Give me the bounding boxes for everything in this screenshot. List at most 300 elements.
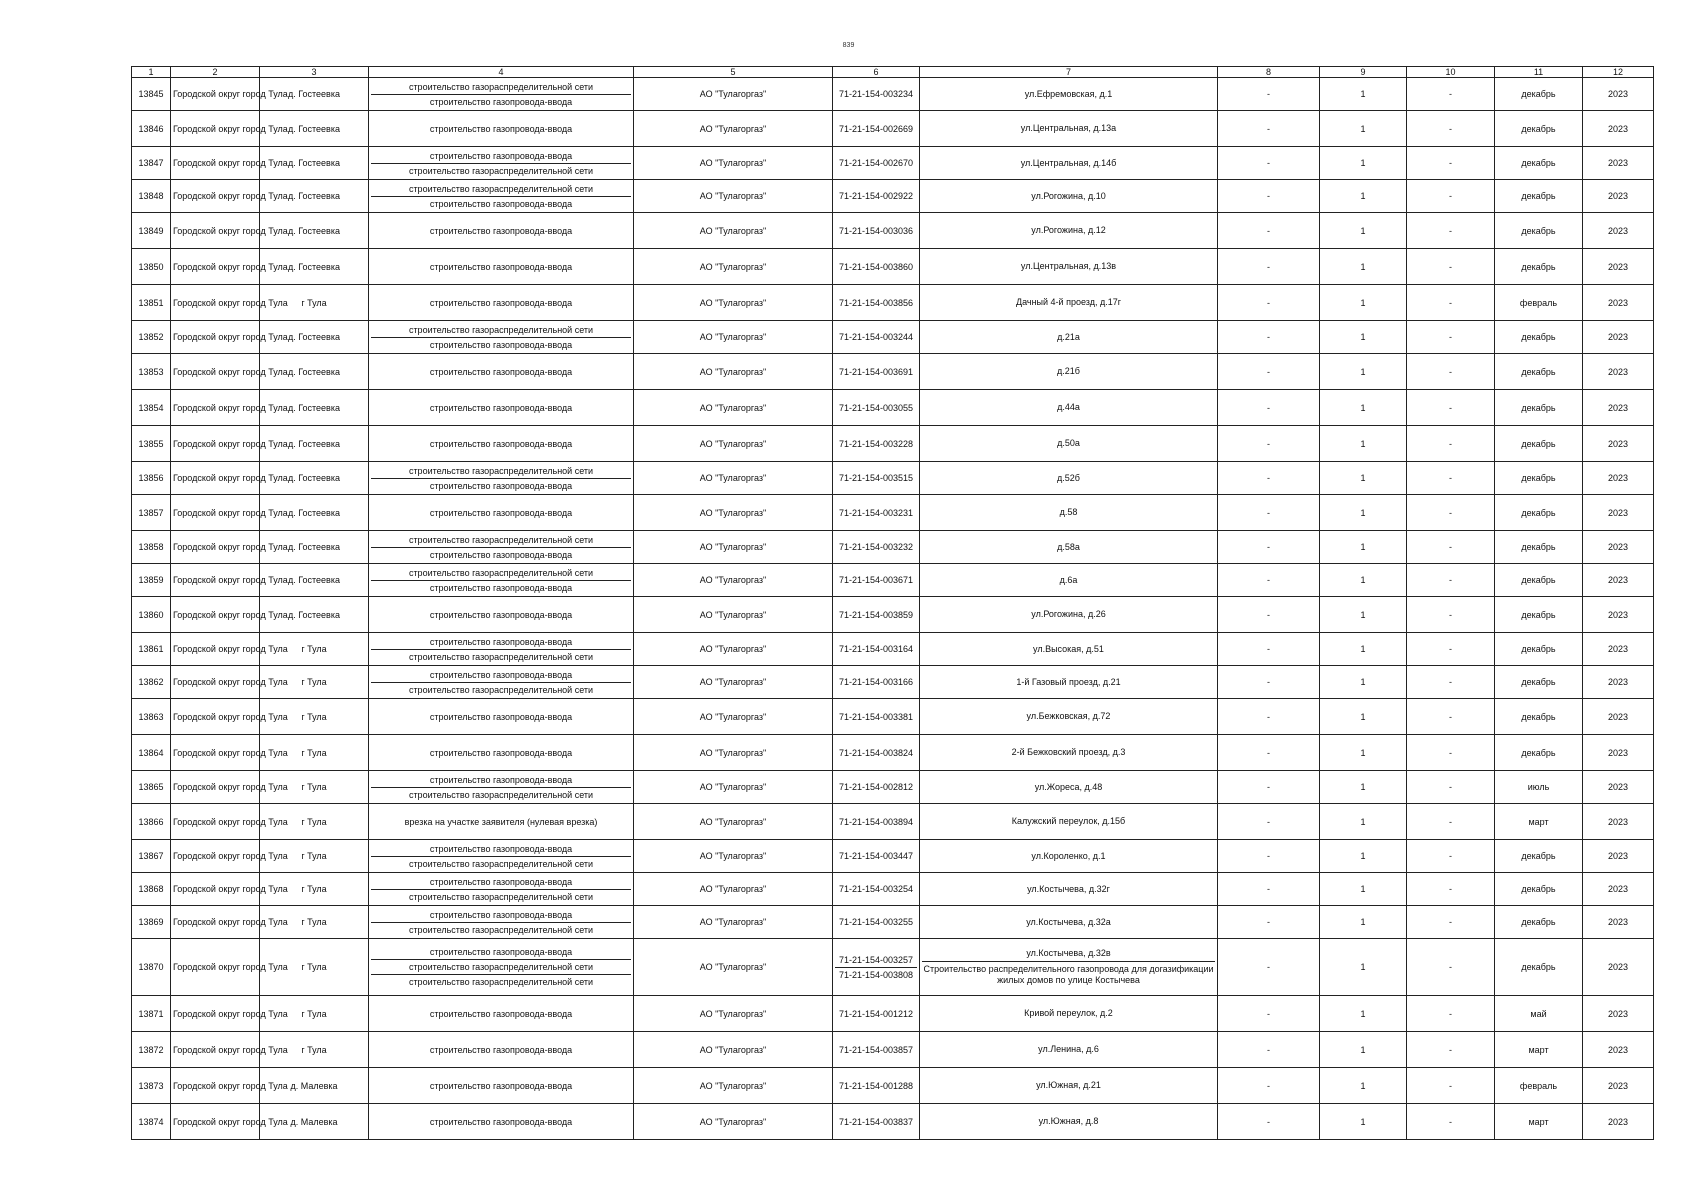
- works-cell: [369, 180, 634, 213]
- works-cell: [369, 321, 634, 354]
- work-item: строительство газопровода-ввода: [429, 1116, 573, 1127]
- code-item: 71-21-154-001212: [838, 1008, 914, 1019]
- address-item: ул.Южная, д.21: [1036, 1080, 1101, 1090]
- address-cell: [920, 462, 1218, 495]
- work-item: строительство газораспределительной сети: [371, 856, 631, 871]
- address-cell: [920, 495, 1218, 531]
- code-item: 71-21-154-003824: [838, 747, 914, 758]
- code-item: 71-21-154-003255: [838, 917, 914, 927]
- address-item: 2-й Бежковский проезд, д.3: [1011, 747, 1126, 757]
- organization-cell: АО "Тулагоргаз": [634, 354, 833, 390]
- header-row: [132, 67, 1654, 78]
- address-cell: [920, 1068, 1218, 1104]
- address-item: ул.Жореса, д.48: [1034, 781, 1103, 792]
- works-cell: [369, 285, 634, 321]
- table-row: [132, 804, 1654, 840]
- address-item: д.44а: [1057, 402, 1080, 412]
- code-cell: [833, 321, 920, 354]
- organization-cell: АО "Тулагоргаз": [634, 285, 833, 321]
- address-cell: [920, 840, 1218, 873]
- table-row: [132, 180, 1654, 213]
- table-row: [132, 147, 1654, 180]
- code-cell: [833, 495, 920, 531]
- work-item: строительство газораспределительной сети: [408, 567, 594, 578]
- col10-cell: -: [1407, 321, 1495, 354]
- year-cell: 2023: [1583, 633, 1654, 666]
- address-cell: [920, 996, 1218, 1032]
- col-header: 7: [920, 67, 1218, 78]
- code-item: 71-21-154-003671: [838, 575, 914, 585]
- organization-cell: АО "Тулагоргаз": [634, 495, 833, 531]
- row-number: 13852: [132, 321, 171, 354]
- col8-cell: -: [1218, 873, 1320, 906]
- row-number: 13855: [132, 426, 171, 462]
- work-item: строительство газопровода-ввода: [429, 876, 573, 887]
- row-number: 13863: [132, 699, 171, 735]
- code-item: 71-21-154-003691: [838, 366, 914, 377]
- address-cell: [920, 78, 1218, 111]
- address-item: ул.Высокая, д.51: [1033, 643, 1104, 654]
- works-cell: [369, 462, 634, 495]
- code-item: 71-21-154-003894: [838, 816, 914, 827]
- col9-cell: 1: [1320, 735, 1407, 771]
- code-cell: [833, 1032, 920, 1068]
- table-row: [132, 213, 1654, 249]
- table-row: [132, 840, 1654, 873]
- col10-cell: -: [1407, 180, 1495, 213]
- row-number: 13868: [132, 873, 171, 906]
- organization-cell: АО "Тулагоргаз": [634, 78, 833, 111]
- year-cell: 2023: [1583, 996, 1654, 1032]
- year-cell: 2023: [1583, 213, 1654, 249]
- code-cell: [833, 249, 920, 285]
- col9-cell: 1: [1320, 771, 1407, 804]
- works-cell: [369, 426, 634, 462]
- settlement-cell: г Тула: [260, 873, 369, 906]
- work-item: строительство газораспределительной сети: [408, 183, 594, 194]
- col-header: 8: [1218, 67, 1320, 78]
- code-cell: [833, 699, 920, 735]
- code-cell: [833, 111, 920, 147]
- code-cell: [833, 354, 920, 390]
- col-header: 9: [1320, 67, 1407, 78]
- settlement-cell: г Тула: [260, 633, 369, 666]
- col9-cell: 1: [1320, 804, 1407, 840]
- work-item: врезка на участке заявителя (нулевая врезка): [404, 816, 598, 827]
- settlement-cell: г Тула: [260, 285, 369, 321]
- address-cell: [920, 426, 1218, 462]
- organization-cell: АО "Тулагоргаз": [634, 111, 833, 147]
- organization-cell: АО "Тулагоргаз": [634, 804, 833, 840]
- work-item: строительство газопровода-ввода: [429, 225, 573, 236]
- code-item: 71-21-154-003166: [838, 677, 914, 687]
- month-cell: декабрь: [1495, 633, 1583, 666]
- settlement-cell: г Тула: [260, 996, 369, 1032]
- col8-cell: -: [1218, 771, 1320, 804]
- row-number: 13861: [132, 633, 171, 666]
- col8-cell: -: [1218, 426, 1320, 462]
- district-cell: Городской округ город Тула: [171, 666, 260, 699]
- col9-cell: 1: [1320, 564, 1407, 597]
- col-header: 5: [634, 67, 833, 78]
- work-item: строительство газопровода-ввода: [429, 669, 573, 680]
- table-row: [132, 495, 1654, 531]
- address-item: Кривой переулок, д.2: [1024, 1008, 1113, 1018]
- settlement-cell: г Тула: [260, 840, 369, 873]
- address-cell: [920, 354, 1218, 390]
- table-row: [132, 666, 1654, 699]
- col9-cell: 1: [1320, 840, 1407, 873]
- settlement-cell: д. Гостеевка: [260, 213, 369, 249]
- work-item: строительство газораспределительной сети: [371, 682, 631, 697]
- code-item: 71-21-154-003381: [838, 711, 914, 722]
- col9-cell: 1: [1320, 597, 1407, 633]
- work-item: строительство газораспределительной сети: [408, 465, 594, 476]
- works-cell: [369, 213, 634, 249]
- settlement-cell: д. Гостеевка: [260, 180, 369, 213]
- page-number: 839: [842, 42, 855, 49]
- col10-cell: -: [1407, 735, 1495, 771]
- organization-cell: АО "Тулагоргаз": [634, 1068, 833, 1104]
- organization-cell: АО "Тулагоргаз": [634, 426, 833, 462]
- year-cell: 2023: [1583, 840, 1654, 873]
- work-item: строительство газопровода-ввода: [371, 337, 631, 352]
- work-item: строительство газопровода-ввода: [371, 196, 631, 211]
- address-item: д.21а: [1057, 331, 1080, 342]
- col10-cell: -: [1407, 78, 1495, 111]
- table-row: [132, 462, 1654, 495]
- month-cell: декабрь: [1495, 840, 1583, 873]
- code-cell: [833, 1068, 920, 1104]
- work-item: строительство газораспределительной сети: [408, 81, 594, 92]
- col10-cell: -: [1407, 354, 1495, 390]
- col8-cell: -: [1218, 735, 1320, 771]
- address-item: ул.Рогожина, д.10: [1031, 190, 1106, 201]
- settlement-cell: г Тула: [260, 666, 369, 699]
- organization-cell: АО "Тулагоргаз": [634, 564, 833, 597]
- organization-cell: АО "Тулагоргаз": [634, 699, 833, 735]
- address-item: ул.Южная, д.8: [1038, 1116, 1099, 1126]
- settlement-cell: д. Гостеевка: [260, 111, 369, 147]
- address-cell: [920, 939, 1218, 996]
- code-cell: [833, 666, 920, 699]
- row-number: 13865: [132, 771, 171, 804]
- district-cell: Городской округ город Тула: [171, 390, 260, 426]
- code-cell: [833, 78, 920, 111]
- work-item: строительство газораспределительной сети: [408, 534, 594, 545]
- code-item: 71-21-154-003164: [838, 644, 914, 654]
- address-cell: [920, 633, 1218, 666]
- year-cell: 2023: [1583, 390, 1654, 426]
- settlement-cell: г Тула: [260, 699, 369, 735]
- work-item: строительство газопровода-ввода: [429, 774, 573, 785]
- month-cell: декабрь: [1495, 180, 1583, 213]
- year-cell: 2023: [1583, 906, 1654, 939]
- col8-cell: -: [1218, 462, 1320, 495]
- table-row: [132, 1068, 1654, 1104]
- col9-cell: 1: [1320, 633, 1407, 666]
- table-row: [132, 873, 1654, 906]
- district-cell: Городской округ город Тула: [171, 213, 260, 249]
- code-item: 71-21-154-003837: [838, 1116, 914, 1127]
- table-row: [132, 1104, 1654, 1140]
- col8-cell: -: [1218, 633, 1320, 666]
- code-cell: [833, 771, 920, 804]
- table-row: [132, 426, 1654, 462]
- organization-cell: АО "Тулагоргаз": [634, 840, 833, 873]
- address-cell: [920, 771, 1218, 804]
- col9-cell: 1: [1320, 531, 1407, 564]
- col8-cell: -: [1218, 213, 1320, 249]
- organization-cell: АО "Тулагоргаз": [634, 939, 833, 996]
- table-row: [132, 597, 1654, 633]
- table-row: [132, 285, 1654, 321]
- col8-cell: -: [1218, 249, 1320, 285]
- year-cell: 2023: [1583, 699, 1654, 735]
- code-cell: [833, 840, 920, 873]
- year-cell: 2023: [1583, 597, 1654, 633]
- code-item: 71-21-154-003244: [838, 332, 914, 342]
- works-cell: [369, 996, 634, 1032]
- work-item: строительство газопровода-ввода: [429, 1080, 573, 1091]
- address-cell: [920, 873, 1218, 906]
- work-item: строительство газопровода-ввода: [429, 297, 573, 308]
- organization-cell: АО "Тулагоргаз": [634, 873, 833, 906]
- col8-cell: -: [1218, 597, 1320, 633]
- work-item: строительство газопровода-ввода: [371, 580, 631, 595]
- code-item: 71-21-154-001288: [838, 1080, 914, 1091]
- row-number: 13864: [132, 735, 171, 771]
- address-item: д.50а: [1057, 438, 1080, 448]
- address-cell: [920, 666, 1218, 699]
- works-cell: [369, 1068, 634, 1104]
- col8-cell: -: [1218, 111, 1320, 147]
- district-cell: Городской округ город Тула: [171, 771, 260, 804]
- code-cell: [833, 873, 920, 906]
- code-item: 71-21-154-003860: [838, 261, 914, 272]
- work-item: строительство газопровода-ввода: [429, 636, 573, 647]
- works-cell: [369, 354, 634, 390]
- table-row: [132, 78, 1654, 111]
- work-item: строительство газораспределительной сети: [371, 889, 631, 904]
- district-cell: Городской округ город Тула: [171, 735, 260, 771]
- district-cell: Городской округ город Тула: [171, 354, 260, 390]
- code-item: 71-21-154-003808: [835, 967, 917, 982]
- year-cell: 2023: [1583, 939, 1654, 996]
- code-cell: [833, 804, 920, 840]
- address-cell: [920, 804, 1218, 840]
- col9-cell: 1: [1320, 495, 1407, 531]
- col9-cell: 1: [1320, 249, 1407, 285]
- settlement-cell: д. Гостеевка: [260, 564, 369, 597]
- table-row: [132, 249, 1654, 285]
- settlement-cell: г Тула: [260, 939, 369, 996]
- month-cell: декабрь: [1495, 321, 1583, 354]
- settlement-cell: д. Гостеевка: [260, 321, 369, 354]
- col10-cell: -: [1407, 249, 1495, 285]
- row-number: 13862: [132, 666, 171, 699]
- col10-cell: -: [1407, 1068, 1495, 1104]
- year-cell: 2023: [1583, 873, 1654, 906]
- work-item: строительство газопровода-ввода: [429, 402, 573, 413]
- address-cell: [920, 321, 1218, 354]
- row-number: 13856: [132, 462, 171, 495]
- address-cell: [920, 180, 1218, 213]
- works-cell: [369, 633, 634, 666]
- row-number: 13848: [132, 180, 171, 213]
- col10-cell: -: [1407, 285, 1495, 321]
- settlement-cell: д. Гостеевка: [260, 354, 369, 390]
- works-cell: [369, 840, 634, 873]
- row-number: 13860: [132, 597, 171, 633]
- address-cell: [920, 735, 1218, 771]
- works-cell: [369, 597, 634, 633]
- col10-cell: -: [1407, 840, 1495, 873]
- district-cell: Городской округ город Тула: [171, 939, 260, 996]
- address-item: ул.Короленко, д.1: [1031, 850, 1106, 861]
- year-cell: 2023: [1583, 804, 1654, 840]
- code-item: 71-21-154-003447: [838, 851, 914, 861]
- col8-cell: -: [1218, 699, 1320, 735]
- col8-cell: -: [1218, 840, 1320, 873]
- col9-cell: 1: [1320, 462, 1407, 495]
- district-cell: Городской округ город Тула: [171, 285, 260, 321]
- district-cell: Городской округ город Тула: [171, 111, 260, 147]
- work-item: строительство газопровода-ввода: [429, 711, 573, 722]
- address-cell: [920, 147, 1218, 180]
- work-item: строительство газопровода-ввода: [429, 909, 573, 920]
- code-item: 71-21-154-003859: [838, 609, 914, 620]
- year-cell: 2023: [1583, 666, 1654, 699]
- col-header: 6: [833, 67, 920, 78]
- works-cell: [369, 78, 634, 111]
- district-cell: Городской округ город Тула: [171, 840, 260, 873]
- table-row: [132, 531, 1654, 564]
- row-number: 13851: [132, 285, 171, 321]
- settlement-cell: д. Гостеевка: [260, 249, 369, 285]
- col9-cell: 1: [1320, 906, 1407, 939]
- address-cell: [920, 1104, 1218, 1140]
- col10-cell: -: [1407, 531, 1495, 564]
- table-row: [132, 699, 1654, 735]
- code-item: 71-21-154-002670: [838, 158, 914, 168]
- address-cell: [920, 213, 1218, 249]
- organization-cell: АО "Тулагоргаз": [634, 390, 833, 426]
- district-cell: Городской округ город Тула: [171, 996, 260, 1032]
- works-cell: [369, 495, 634, 531]
- district-cell: Городской округ город Тула: [171, 1032, 260, 1068]
- col8-cell: -: [1218, 354, 1320, 390]
- code-cell: [833, 462, 920, 495]
- month-cell: декабрь: [1495, 699, 1583, 735]
- col8-cell: -: [1218, 996, 1320, 1032]
- month-cell: декабрь: [1495, 249, 1583, 285]
- col8-cell: -: [1218, 147, 1320, 180]
- works-cell: [369, 666, 634, 699]
- work-item: строительство газораспределительной сети: [371, 959, 631, 974]
- col10-cell: -: [1407, 996, 1495, 1032]
- col8-cell: -: [1218, 939, 1320, 996]
- month-cell: декабрь: [1495, 564, 1583, 597]
- col10-cell: -: [1407, 906, 1495, 939]
- month-cell: февраль: [1495, 285, 1583, 321]
- code-cell: [833, 906, 920, 939]
- district-cell: Городской округ город Тула: [171, 495, 260, 531]
- month-cell: февраль: [1495, 1068, 1583, 1104]
- col-header: 3: [260, 67, 369, 78]
- district-cell: Городской округ город Тула: [171, 804, 260, 840]
- col10-cell: -: [1407, 939, 1495, 996]
- address-cell: [920, 249, 1218, 285]
- settlement-cell: г Тула: [260, 906, 369, 939]
- works-cell: [369, 804, 634, 840]
- works-cell: [369, 249, 634, 285]
- year-cell: 2023: [1583, 111, 1654, 147]
- code-item: 71-21-154-003257: [838, 954, 914, 965]
- work-item: строительство газораспределительной сети: [371, 163, 631, 178]
- work-item: строительство газопровода-ввода: [429, 123, 573, 134]
- organization-cell: АО "Тулагоргаз": [634, 147, 833, 180]
- address-item: ул.Центральная, д.13в: [1020, 261, 1117, 271]
- col9-cell: 1: [1320, 180, 1407, 213]
- organization-cell: АО "Тулагоргаз": [634, 633, 833, 666]
- row-number: 13845: [132, 78, 171, 111]
- row-number: 13873: [132, 1068, 171, 1104]
- col9-cell: 1: [1320, 390, 1407, 426]
- work-item: строительство газопровода-ввода: [429, 843, 573, 854]
- col9-cell: 1: [1320, 939, 1407, 996]
- month-cell: декабрь: [1495, 666, 1583, 699]
- address-item: ул.Ленина, д.6: [1038, 1044, 1099, 1054]
- month-cell: декабрь: [1495, 462, 1583, 495]
- organization-cell: АО "Тулагоргаз": [634, 180, 833, 213]
- organization-cell: АО "Тулагоргаз": [634, 1104, 833, 1140]
- works-cell: [369, 390, 634, 426]
- year-cell: 2023: [1583, 249, 1654, 285]
- settlement-cell: д. Гостеевка: [260, 78, 369, 111]
- year-cell: 2023: [1583, 495, 1654, 531]
- code-cell: [833, 735, 920, 771]
- address-item: ул.Центральная, д.14б: [1020, 157, 1117, 168]
- year-cell: 2023: [1583, 426, 1654, 462]
- district-cell: Городской округ город Тула: [171, 78, 260, 111]
- col8-cell: -: [1218, 390, 1320, 426]
- col9-cell: 1: [1320, 996, 1407, 1032]
- code-item: 71-21-154-002922: [838, 191, 914, 201]
- col8-cell: -: [1218, 1104, 1320, 1140]
- district-cell: Городской округ город Тула: [171, 1104, 260, 1140]
- row-number: 13867: [132, 840, 171, 873]
- col10-cell: -: [1407, 564, 1495, 597]
- work-item: строительство газораспределительной сети: [371, 787, 631, 802]
- year-cell: 2023: [1583, 78, 1654, 111]
- month-cell: декабрь: [1495, 390, 1583, 426]
- work-item: строительство газопровода-ввода: [429, 1044, 573, 1055]
- code-item: 71-21-154-003055: [838, 402, 914, 413]
- col10-cell: -: [1407, 495, 1495, 531]
- district-cell: Городской округ город Тула: [171, 564, 260, 597]
- settlement-cell: г Тула: [260, 804, 369, 840]
- work-item: строительство газораспределительной сети: [408, 324, 594, 335]
- district-cell: Городской округ город Тула: [171, 633, 260, 666]
- month-cell: март: [1495, 1104, 1583, 1140]
- settlement-cell: г Тула: [260, 1032, 369, 1068]
- col10-cell: -: [1407, 1104, 1495, 1140]
- row-number: 13847: [132, 147, 171, 180]
- col10-cell: -: [1407, 597, 1495, 633]
- month-cell: декабрь: [1495, 531, 1583, 564]
- year-cell: 2023: [1583, 462, 1654, 495]
